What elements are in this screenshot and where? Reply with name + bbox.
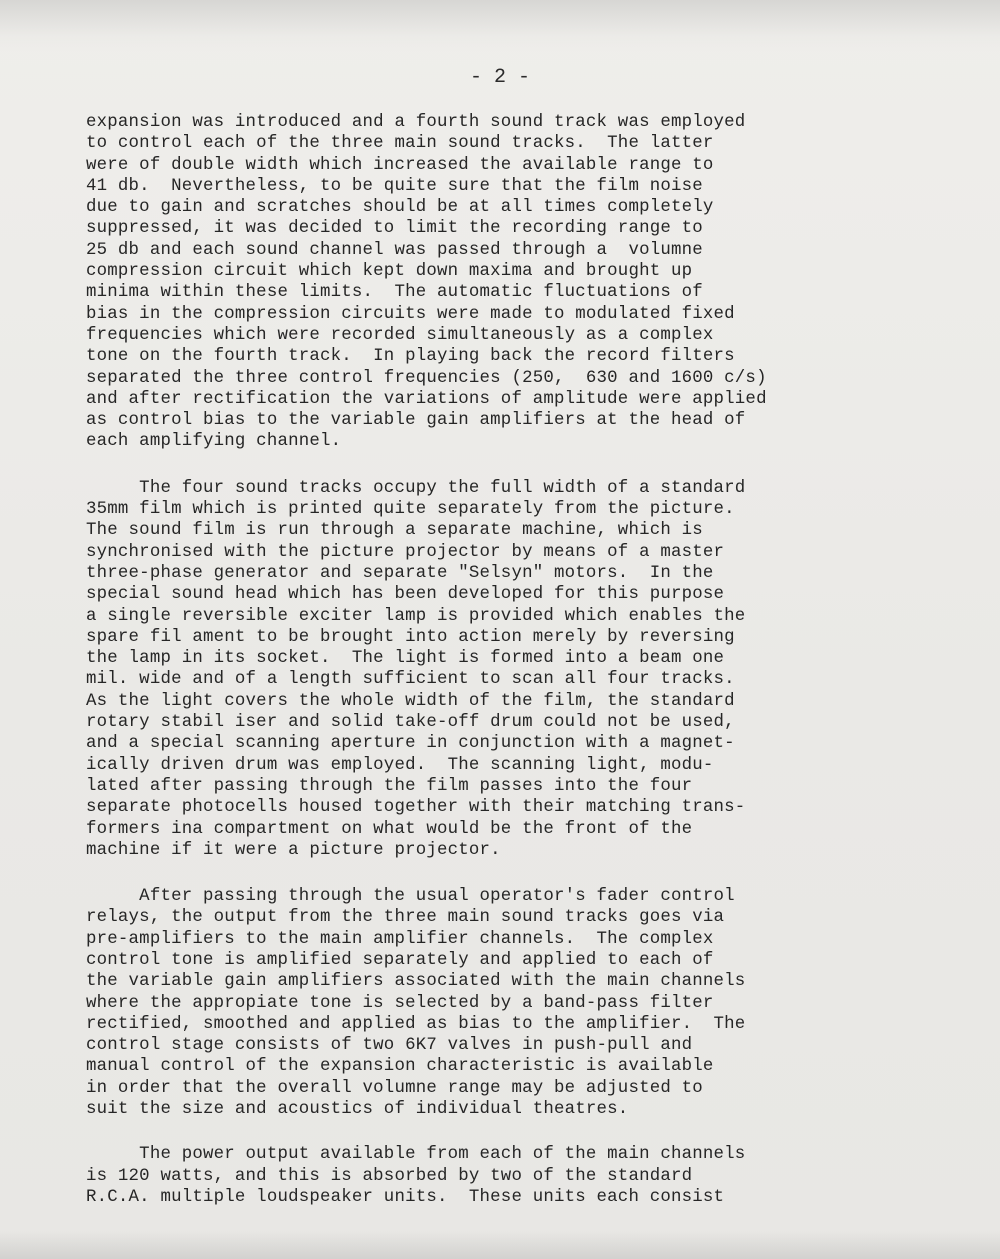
text-line: The power output available from each of the main channels <box>86 1145 746 1165</box>
text-line: manual control of the expansion characteristic is available <box>86 1057 714 1077</box>
text-line: mil. wide and of a length sufficient to scan all four tracks. <box>86 670 735 690</box>
text-line: 25 db and each sound channel was passed through a volumne <box>86 240 703 260</box>
page-body <box>86 112 986 1208</box>
text-line: were of double width which increased the available range to <box>86 155 714 175</box>
text-line: three-phase generator and separate "Selsyn" motors. In the <box>86 563 714 583</box>
text-line: relays, the output from the three main sound tracks goes via <box>86 908 725 928</box>
text-line: suit the size and acoustics of individual theatres. <box>86 1100 629 1120</box>
text-line: machine if it were a picture projector. <box>86 840 501 860</box>
text-line: synchronised with the picture projector by means of a master <box>86 542 725 562</box>
paragraph-power-output <box>86 1144 986 1208</box>
text-line: special sound head which has been developed for this purpose <box>86 585 725 605</box>
text-line: 35mm film which is printed quite separately from the picture. <box>86 500 735 520</box>
text-line: As the light covers the whole width of the film, the standard <box>86 691 735 711</box>
text-line: expansion was introduced and a fourth sound track was employed <box>86 113 746 132</box>
text-line: and after rectification the variations of amplitude were applied <box>86 389 767 409</box>
text-line: tone on the fourth track. In playing back the record filters <box>86 347 735 367</box>
page-number: - 2 - <box>469 66 530 89</box>
scan-shadow-top <box>0 0 1000 52</box>
text-line: bias in the compression circuits were made to modulated fixed <box>86 304 735 324</box>
text-line: where the appropiate tone is selected by a band-pass filter <box>86 993 714 1013</box>
text-line: After passing through the usual operator's fader control <box>86 887 735 907</box>
text-line: due to gain and scratches should be at all times completely <box>86 198 714 218</box>
text-line: and a special scanning aperture in conjunction with a magnet- <box>86 734 735 754</box>
text-line: ically driven drum was employed. The scanning light, modu- <box>86 755 714 775</box>
text-line: The sound film is run through a separate machine, which is <box>86 521 703 541</box>
text-line: The four sound tracks occupy the full width of a standard <box>86 478 746 498</box>
text-line: lated after passing through the film passes into the four <box>86 776 693 796</box>
text-line: frequencies which were recorded simultaneously as a complex <box>86 325 714 345</box>
text-line: in order that the overall volumne range may be adjusted to <box>86 1078 703 1098</box>
text-line: the lamp in its socket. The light is formed into a beam one <box>86 649 725 669</box>
paragraph-expansion <box>86 112 986 453</box>
text-line: rectified, smoothed and applied as bias to the amplifier. The <box>86 1014 746 1034</box>
text-line: to control each of the three main sound tracks. The latter <box>86 134 714 154</box>
paragraph-sound-tracks <box>86 478 986 861</box>
scan-shadow-bottom <box>0 1231 1000 1259</box>
text-line: separate photocells housed together with their matching trans- <box>86 798 746 818</box>
text-line: control stage consists of two 6K7 valves in push-pull and <box>86 1036 693 1056</box>
text-line: a single reversible exciter lamp is provided which enables the <box>86 606 746 626</box>
text-line: formers ina compartment on what would be the front of the <box>86 819 693 839</box>
text-line: separated the three control frequencies (250, 630 and 1600 c/s) <box>86 368 767 388</box>
text-line: suppressed, it was decided to limit the recording range to <box>86 219 703 239</box>
text-line: control tone is amplified separately and applied to each of <box>86 950 714 970</box>
text-line: R.C.A. multiple loudspeaker units. These units each consist <box>86 1187 725 1207</box>
text-line: spare fil ament to be brought into action merely by reversing <box>86 627 735 647</box>
text-line: is 120 watts, and this is absorbed by two of the standard <box>86 1166 693 1186</box>
text-line: 41 db. Nevertheless, to be quite sure that the film noise <box>86 176 703 196</box>
text-line: as control bias to the variable gain amplifiers at the head of <box>86 411 746 431</box>
text-line: each amplifying channel. <box>86 432 342 452</box>
text-line: rotary stabil iser and solid take-off drum could not be used, <box>86 713 735 733</box>
text-line: minima within these limits. The automatic fluctuations of <box>86 283 703 303</box>
text-line: pre-amplifiers to the main amplifier channels. The complex <box>86 929 714 949</box>
text-line: compression circuit which kept down maxima and brought up <box>86 262 693 282</box>
text-line: the variable gain amplifiers associated with the main channels <box>86 972 746 992</box>
paragraph-amplifiers <box>86 886 986 1120</box>
